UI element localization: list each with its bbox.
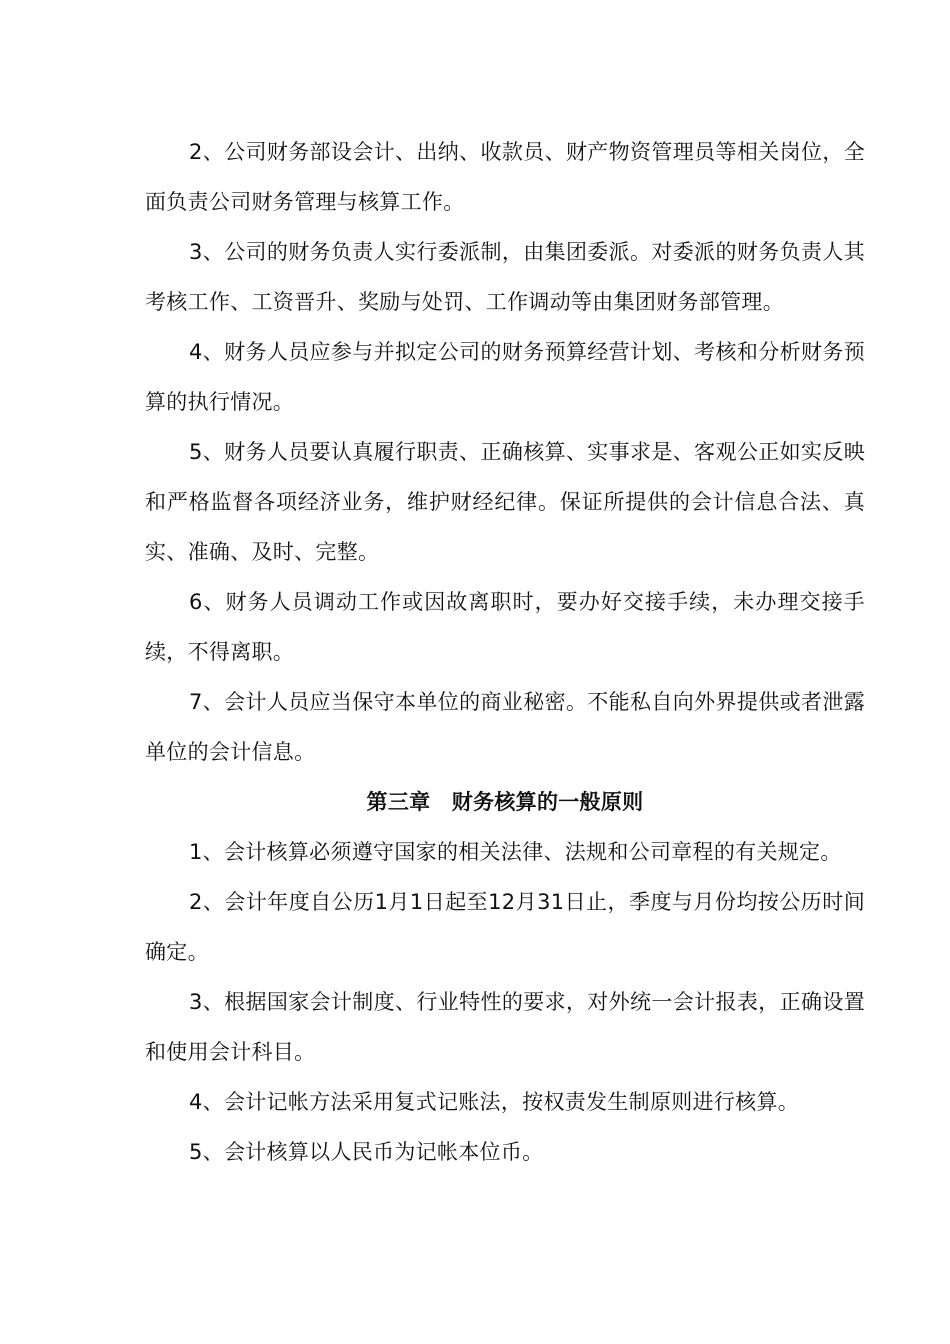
paragraph-item-5: 5、财务人员要认真履行职责、正确核算、实事求是、客观公正如实反映和严格监督各项经济业务，维护财经纪律。保证所提供的会计信息合法、真实、准确、及时、完整。	[145, 440, 865, 564]
principle-item-4: 4、会计记帐方法采用复式记账法，按权责发生制原则进行核算。	[189, 1090, 800, 1114]
paragraph-item-6: 6、财务人员调动工作或因故离职时，要办好交接手续，未办理交接手续，不得离职。	[145, 590, 865, 664]
chapter-heading: 第三章 财务核算的一般原则	[366, 790, 644, 814]
principle-item-1: 1、会计核算必须遵守国家的相关法律、法规和公司章程的有关规定。	[189, 840, 842, 864]
paragraph-item-2: 2、公司财务部设会计、出纳、收款员、财产物资管理员等相关岗位，全面负责公司财务管理与核算工作。	[145, 140, 865, 214]
document-body	[145, 127, 865, 1177]
principle-item-2: 2、会计年度自公历1月1日起至12月31日止，季度与月份均按公历时间确定。	[145, 890, 865, 964]
paragraph-item-3: 3、公司的财务负责人实行委派制，由集团委派。对委派的财务负责人其考核工作、工资晋升、奖励与处罚、工作调动等由集团财务部管理。	[145, 240, 865, 314]
principle-item-3: 3、根据国家会计制度、行业特性的要求，对外统一会计报表，正确设置和使用会计科目。	[145, 990, 865, 1064]
principle-item-5: 5、会计核算以人民币为记帐本位币。	[189, 1140, 544, 1164]
paragraph-item-4: 4、财务人员应参与并拟定公司的财务预算经营计划、考核和分析财务预算的执行情况。	[145, 340, 865, 414]
paragraph-item-7: 7、会计人员应当保守本单位的商业秘密。不能私自向外界提供或者泄露单位的会计信息。	[145, 690, 865, 764]
